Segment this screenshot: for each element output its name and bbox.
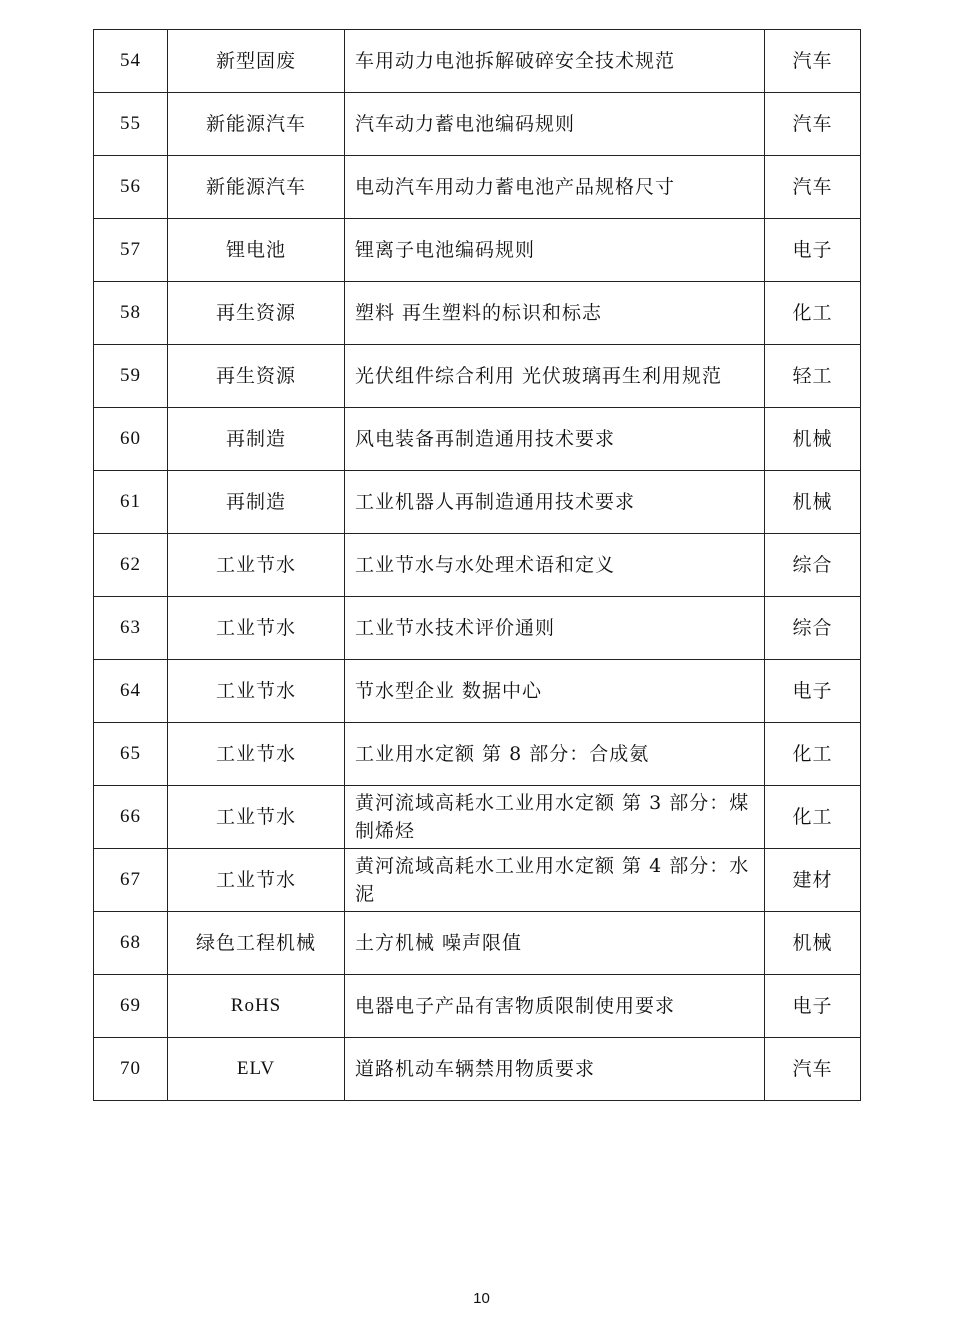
row-category: 新能源汽车: [168, 93, 345, 156]
row-standard-name: 车用动力电池拆解破碎安全技术规范: [345, 30, 765, 93]
standards-table: [93, 29, 861, 1101]
row-standard-name: 光伏组件综合利用 光伏玻璃再生利用规范: [345, 345, 765, 408]
row-industry: 汽车: [765, 156, 861, 219]
table-row: [94, 660, 861, 723]
row-industry: 综合: [765, 534, 861, 597]
row-number: 57: [94, 219, 168, 282]
row-industry: 建材: [765, 849, 861, 912]
table-row: [94, 408, 861, 471]
row-category: 新能源汽车: [168, 156, 345, 219]
row-standard-name: 黄河流域高耗水工业用水定额 第 4 部分：水泥: [345, 849, 765, 912]
row-standard-name: 塑料 再生塑料的标识和标志: [345, 282, 765, 345]
standards-table-body: [94, 30, 861, 1101]
row-number: 69: [94, 975, 168, 1038]
row-standard-name: 工业节水技术评价通则: [345, 597, 765, 660]
row-number: 56: [94, 156, 168, 219]
row-number: 70: [94, 1038, 168, 1101]
row-standard-name: 锂离子电池编码规则: [345, 219, 765, 282]
table-row: [94, 912, 861, 975]
row-category: 再制造: [168, 471, 345, 534]
page-number: 10: [473, 1290, 490, 1307]
row-industry: 化工: [765, 723, 861, 786]
row-standard-name: 黄河流域高耗水工业用水定额 第 3 部分：煤制烯烃: [345, 786, 765, 849]
row-number: 61: [94, 471, 168, 534]
row-industry: 化工: [765, 282, 861, 345]
table-row: [94, 156, 861, 219]
row-industry: 电子: [765, 660, 861, 723]
row-industry: 汽车: [765, 1038, 861, 1101]
row-industry: 机械: [765, 408, 861, 471]
row-industry: 电子: [765, 975, 861, 1038]
table-row: [94, 723, 861, 786]
row-category: 再生资源: [168, 282, 345, 345]
row-number: 58: [94, 282, 168, 345]
row-standard-name: 土方机械 噪声限值: [345, 912, 765, 975]
row-industry: 汽车: [765, 93, 861, 156]
row-number: 67: [94, 849, 168, 912]
row-category: 锂电池: [168, 219, 345, 282]
row-category: 再制造: [168, 408, 345, 471]
row-standard-name: 工业机器人再制造通用技术要求: [345, 471, 765, 534]
table-row: [94, 471, 861, 534]
row-category: 工业节水: [168, 660, 345, 723]
row-category: 新型固废: [168, 30, 345, 93]
table-row: [94, 282, 861, 345]
table-row: [94, 975, 861, 1038]
row-number: 62: [94, 534, 168, 597]
row-number: 65: [94, 723, 168, 786]
row-number: 63: [94, 597, 168, 660]
row-category: 工业节水: [168, 534, 345, 597]
table-row: [94, 534, 861, 597]
row-industry: 汽车: [765, 30, 861, 93]
row-industry: 电子: [765, 219, 861, 282]
row-category: 再生资源: [168, 345, 345, 408]
row-standard-name: 节水型企业 数据中心: [345, 660, 765, 723]
row-number: 60: [94, 408, 168, 471]
row-number: 68: [94, 912, 168, 975]
table-row: [94, 345, 861, 408]
row-category: 工业节水: [168, 723, 345, 786]
table-row: [94, 93, 861, 156]
row-standard-name: 风电装备再制造通用技术要求: [345, 408, 765, 471]
row-industry: 机械: [765, 912, 861, 975]
row-category: RoHS: [168, 975, 345, 1038]
row-number: 54: [94, 30, 168, 93]
row-standard-name: 汽车动力蓄电池编码规则: [345, 93, 765, 156]
row-standard-name: 电器电子产品有害物质限制使用要求: [345, 975, 765, 1038]
row-category: ELV: [168, 1038, 345, 1101]
row-standard-name: 工业节水与水处理术语和定义: [345, 534, 765, 597]
table-row: [94, 219, 861, 282]
table-row: [94, 849, 861, 912]
row-number: 64: [94, 660, 168, 723]
row-standard-name: 道路机动车辆禁用物质要求: [345, 1038, 765, 1101]
row-number: 66: [94, 786, 168, 849]
table-row: [94, 786, 861, 849]
row-industry: 综合: [765, 597, 861, 660]
row-category: 工业节水: [168, 849, 345, 912]
row-standard-name: 工业用水定额 第 8 部分：合成氨: [345, 723, 765, 786]
table-row: [94, 597, 861, 660]
row-category: 工业节水: [168, 597, 345, 660]
row-industry: 机械: [765, 471, 861, 534]
table-row: [94, 30, 861, 93]
row-industry: 轻工: [765, 345, 861, 408]
row-number: 55: [94, 93, 168, 156]
row-category: 工业节水: [168, 786, 345, 849]
row-number: 59: [94, 345, 168, 408]
row-industry: 化工: [765, 786, 861, 849]
row-category: 绿色工程机械: [168, 912, 345, 975]
table-row: [94, 1038, 861, 1101]
row-standard-name: 电动汽车用动力蓄电池产品规格尺寸: [345, 156, 765, 219]
